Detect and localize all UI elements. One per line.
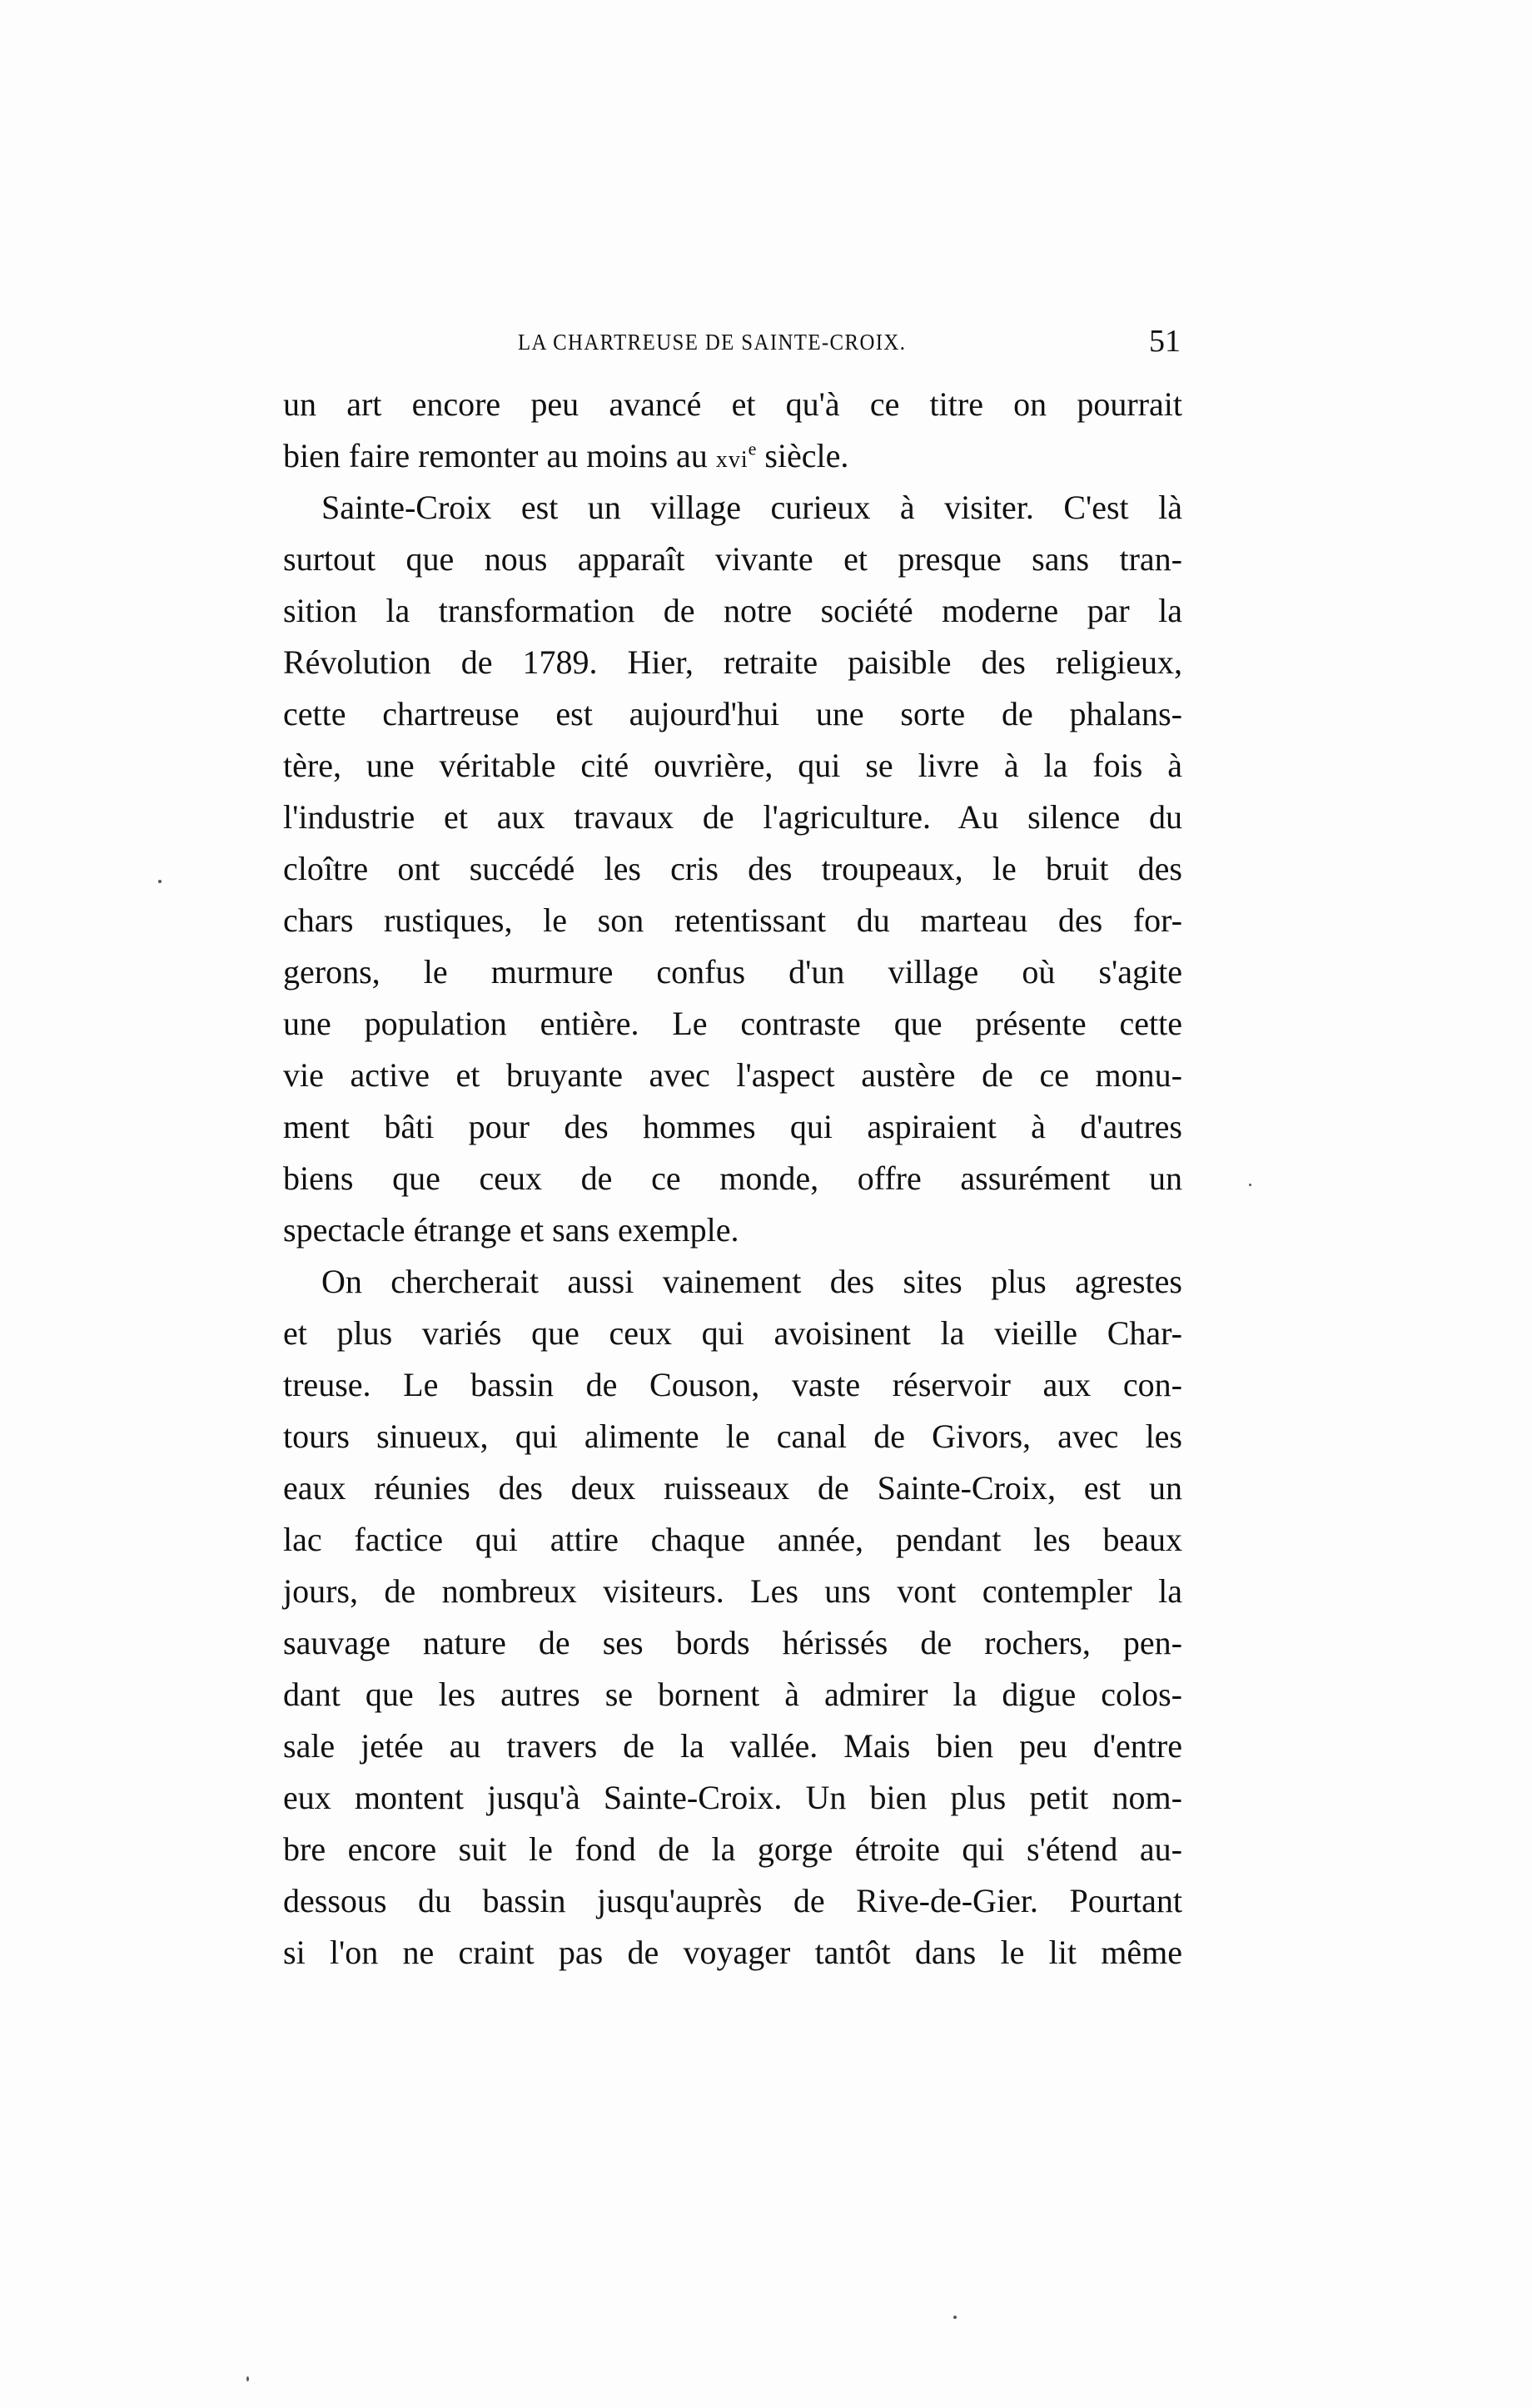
text-line [283, 1411, 1182, 1462]
scan-speck [953, 2316, 957, 2319]
page-number: 51 [1149, 324, 1181, 359]
text-line [283, 1308, 1182, 1359]
line-text: tours sinueux, qui alimente le canal de Givors, avec les [283, 1417, 1182, 1455]
text-line [283, 1050, 1182, 1101]
line-text: et plus variés que ceux qui avoisinent la vieille Char- [283, 1314, 1182, 1352]
line-text: vie active et bruyante avec l'aspect austère de ce monu- [283, 1056, 1182, 1094]
line-text: Sainte-Croix est un village curieux à visiter. C'est là [321, 489, 1182, 526]
line-text: eux montent jusqu'à Sainte-Croix. Un bien plus petit nom- [283, 1779, 1182, 1816]
text-line [283, 1204, 1182, 1256]
line-text: l'industrie et aux travaux de l'agriculture. Au silence du [283, 798, 1182, 836]
line-text: chars rustiques, le son retentissant du marteau des for- [283, 901, 1182, 939]
text-line [283, 946, 1182, 998]
text-line [283, 998, 1182, 1050]
line-text: cette chartreuse est aujourd'hui une sorte de phalans- [283, 695, 1182, 732]
text-line [283, 843, 1182, 895]
text-line [283, 688, 1182, 740]
text-line [283, 1101, 1182, 1153]
line-text: spectacle étrange et sans exemple. [283, 1211, 739, 1249]
line-text: Révolution de 1789. Hier, retraite paisible des religieux, [283, 643, 1182, 681]
line-text: bre encore suit le fond de la gorge étroite qui s'étend au- [283, 1830, 1182, 1868]
text-line [283, 534, 1182, 585]
body-text [283, 379, 1182, 1979]
text-line [283, 1720, 1182, 1772]
line-text: biens que ceux de ce monde, offre assurément un [283, 1159, 1182, 1197]
text-line [283, 792, 1182, 843]
line-text: tère, une véritable cité ouvrière, qui se livre à la fois à [283, 747, 1182, 784]
line-text: une population entière. Le contraste que présente cette [283, 1005, 1182, 1042]
line-text: sale jetée au travers de la vallée. Mais bien peu d'entre [283, 1727, 1182, 1765]
text-line [283, 1359, 1182, 1411]
century-numeral: xvi [715, 447, 749, 473]
line-text: jours, de nombreux visiteurs. Les uns vont contempler la [283, 1572, 1182, 1610]
text-line [283, 430, 1182, 482]
scan-speck [1249, 1184, 1251, 1186]
line-text: dant que les autres se bornent à admirer la digue colos- [283, 1676, 1182, 1713]
line-text: lac factice qui attire chaque année, pendant les beaux [283, 1521, 1182, 1558]
text-line [283, 1256, 1182, 1308]
line-text: eaux réunies des deux ruisseaux de Sainte-Croix, est un [283, 1469, 1182, 1507]
superscript: e [748, 438, 757, 459]
text-line [283, 379, 1182, 430]
line-text: dessous du bassin jusqu'auprès de Rive-de-Gier. Pourtant [283, 1882, 1182, 1919]
line-text: sauvage nature de ses bords hérissés de rochers, pen- [283, 1624, 1182, 1661]
line-text-continued: siècle. [756, 437, 849, 474]
text-line [283, 1927, 1182, 1979]
text-line [283, 1669, 1182, 1720]
text-line [283, 1153, 1182, 1204]
text-line [283, 1462, 1182, 1514]
line-text: gerons, le murmure confus d'un village où s'agite [283, 953, 1182, 991]
line-text: On chercherait aussi vainement des sites plus agrestes [321, 1263, 1182, 1300]
line-text: ment bâti pour des hommes qui aspiraient à d'autres [283, 1108, 1182, 1145]
text-line [283, 1617, 1182, 1669]
text-line [283, 637, 1182, 688]
line-text: bien faire remonter au moins au [283, 437, 716, 474]
text-line [283, 1772, 1182, 1824]
line-text: si l'on ne craint pas de voyager tantôt dans le lit même [283, 1934, 1182, 1971]
text-line [283, 585, 1182, 637]
text-line [283, 1824, 1182, 1875]
line-text: treuse. Le bassin de Couson, vaste réservoir aux con- [283, 1366, 1182, 1403]
text-line [283, 895, 1182, 946]
text-line [283, 1514, 1182, 1566]
text-line [283, 740, 1182, 792]
scan-speck [158, 880, 162, 883]
line-text: sition la transformation de notre société moderne par la [283, 592, 1182, 629]
text-line [283, 1566, 1182, 1617]
line-text: un art encore peu avancé et qu'à ce titre on pourrait [283, 385, 1182, 423]
line-text: surtout que nous apparaît vivante et presque sans tran- [283, 540, 1182, 578]
running-title: LA CHARTREUSE DE SAINTE-CROIX. [518, 330, 907, 355]
text-line [283, 482, 1182, 534]
scan-speck [246, 2376, 249, 2381]
text-line [283, 1875, 1182, 1927]
line-text: cloître ont succédé les cris des troupeaux, le bruit des [283, 850, 1182, 887]
